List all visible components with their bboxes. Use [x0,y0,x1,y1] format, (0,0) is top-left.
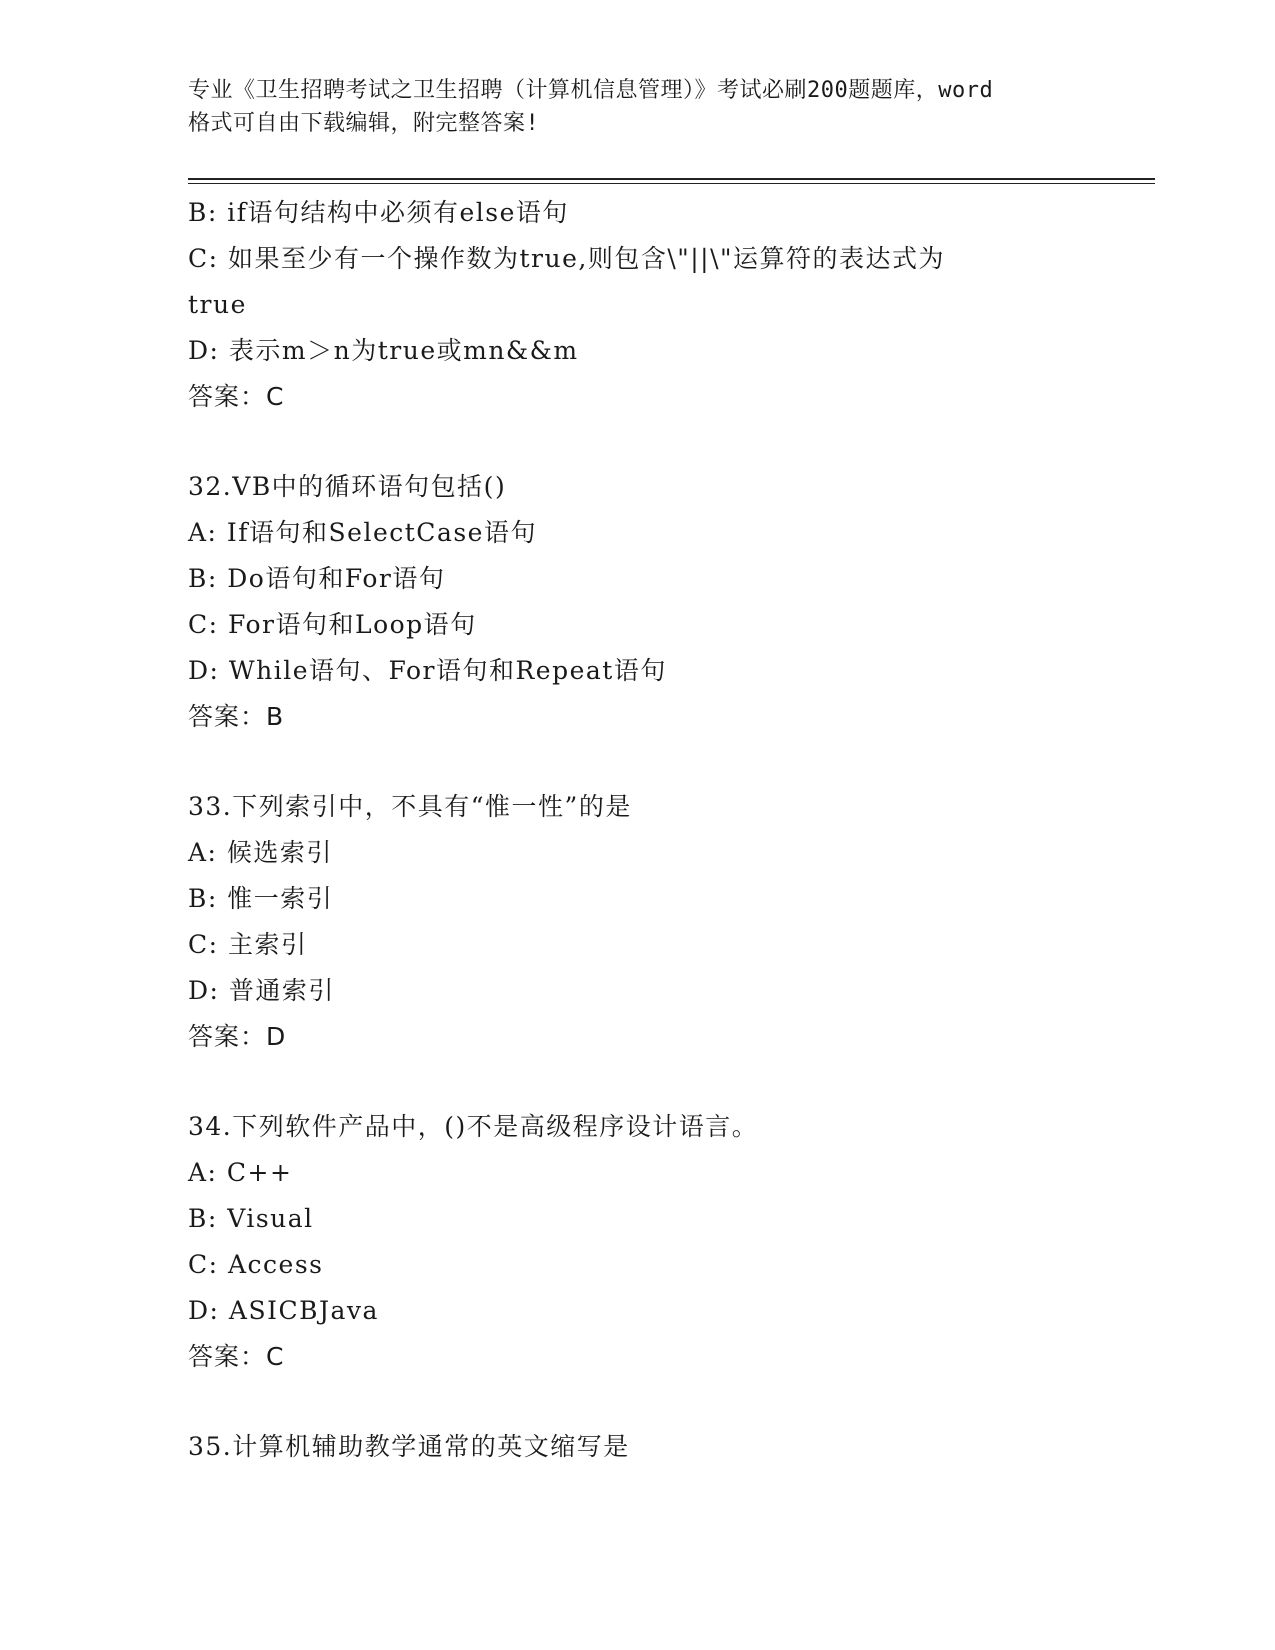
question-31-tail [188,190,1148,420]
question-text: 32.VB中的循环语句包括() [188,472,507,501]
option-a: A: If语句和SelectCase语句 [188,518,537,547]
option-a: A: 候选索引 [188,838,333,867]
header-line-2: 格式可自由下载编辑，附完整答案! [188,111,540,136]
answer: 答案：B [188,702,285,731]
option-b: B: if语句结构中必须有else语句 [188,198,569,227]
question-35 [188,1424,1148,1470]
option-b: B: Visual [188,1204,314,1233]
option-a: A: C++ [188,1158,293,1187]
question-text: 35.计算机辅助教学通常的英文缩写是 [188,1432,630,1461]
option-c: C: 主索引 [188,930,308,959]
header-divider-thick [188,178,1155,180]
option-c-continued: true [188,290,247,319]
header-divider-thin [188,183,1155,184]
option-d: D: ASICBJava [188,1296,379,1325]
option-c: C: For语句和Loop语句 [188,610,477,639]
question-32 [188,464,1148,740]
question-text: 33.下列索引中，不具有“惟一性”的是 [188,792,632,821]
option-d: D: While语句、For语句和Repeat语句 [188,656,667,685]
option-c: C: 如果至少有一个操作数为true,则包含\"||\"运算符的表达式为 [188,244,946,273]
option-d: D: 普通索引 [188,976,335,1005]
question-list [188,190,1148,1470]
question-text: 34.下列软件产品中，()不是高级程序设计语言。 [188,1112,759,1141]
option-b: B: 惟一索引 [188,884,334,913]
option-c: C: Access [188,1250,324,1279]
answer: 答案：C [188,382,285,411]
answer: 答案：C [188,1342,285,1371]
header-line-1: 专业《卫生招聘考试之卫生招聘（计算机信息管理）》考试必刷200题题库，word [188,78,994,103]
option-b: B: Do语句和For语句 [188,564,446,593]
answer: 答案：D [188,1022,287,1051]
option-d: D: 表示m＞n为true或mn&&m [188,336,579,365]
question-34 [188,1104,1148,1380]
question-33 [188,784,1148,1060]
document-header [188,74,1088,140]
